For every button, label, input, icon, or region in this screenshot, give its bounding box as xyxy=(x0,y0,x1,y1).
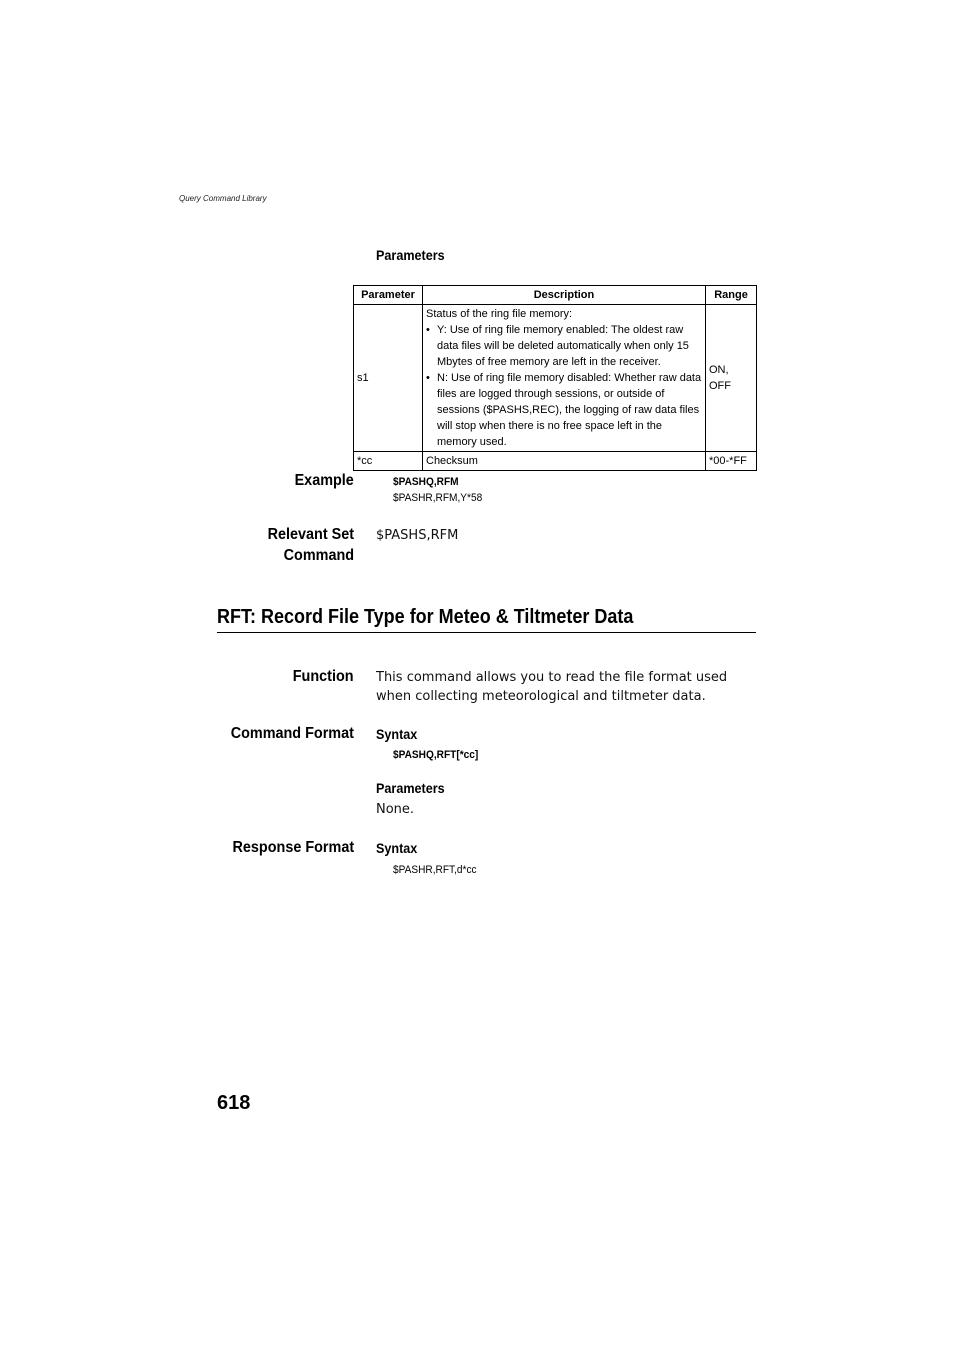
response-format-label: Response Format xyxy=(232,839,354,856)
example-reply: $PASHR,RFM,Y*58 xyxy=(393,492,483,504)
running-header: Query Command Library xyxy=(179,194,267,203)
param-cell: *cc xyxy=(354,452,423,471)
description-cell: Checksum xyxy=(423,452,706,471)
relevant-set-label-line2: Command xyxy=(283,547,354,564)
parameters-table xyxy=(353,285,757,471)
param-cell: s1 xyxy=(354,305,423,452)
function-label: Function xyxy=(293,668,354,685)
table-header-row xyxy=(354,286,757,305)
page-number: 618 xyxy=(217,1092,251,1114)
function-text: This command allows you to read the file format used when collecting meteorological and tiltmeter data. xyxy=(376,670,728,704)
relevant-set-value: $PASHS,RFM xyxy=(376,528,459,543)
column-header: Parameter xyxy=(354,286,423,305)
section-title xyxy=(217,603,756,633)
description-intro: Status of the ring file memory: xyxy=(426,308,573,320)
command-syntax: $PASHQ,RFT[*cc] xyxy=(393,749,479,761)
list-item: • Y: Use of ring file memory enabled: The oldest raw data files will be deleted automatically when only 15 Mbytes of free memory are left in the receiver. xyxy=(426,322,702,370)
column-header: Range xyxy=(706,286,757,305)
range-cell: *00-*FF xyxy=(706,452,757,471)
example-label: Example xyxy=(294,472,354,489)
table-row xyxy=(354,305,757,452)
command-format-label: Command Format xyxy=(230,725,354,742)
section-title-text: RFT: Record File Type for Meteo & Tiltmeter Data xyxy=(217,606,634,628)
response-syntax-heading: Syntax xyxy=(376,840,418,856)
relevant-set-label-line1: Relevant Set xyxy=(267,526,354,543)
command-syntax-heading: Syntax xyxy=(376,726,418,742)
table-row xyxy=(354,452,757,471)
parameters-heading: Parameters xyxy=(376,247,445,263)
command-parameters-value: None. xyxy=(376,802,415,817)
range-cell: ON, OFF xyxy=(706,305,757,452)
command-parameters-heading: Parameters xyxy=(376,780,445,796)
list-item: • N: Use of ring file memory disabled: Whether raw data files are logged through sessions, or outside of sessions ($PASHS,REC), the logging of raw data files will stop when there is no free space left in the memory used. xyxy=(426,370,702,450)
relevant-set-label xyxy=(268,524,354,566)
example-query: $PASHQ,RFM xyxy=(393,476,459,488)
response-syntax: $PASHR,RFT,d*cc xyxy=(393,864,477,876)
column-header: Description xyxy=(423,286,706,305)
description-bullets xyxy=(426,322,702,450)
description-cell xyxy=(423,305,706,452)
